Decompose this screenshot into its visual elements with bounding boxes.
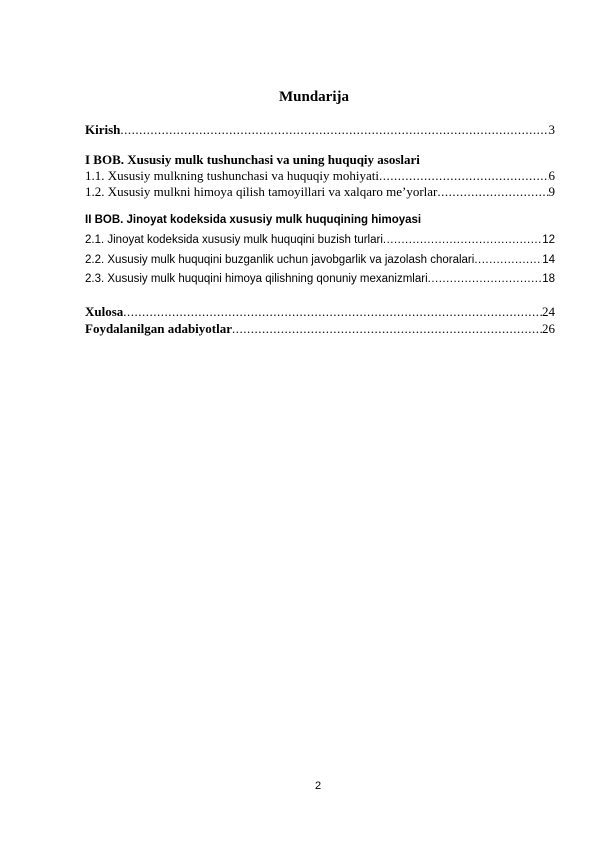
toc-leader-dots (379, 168, 549, 184)
toc-entry-conclusion[interactable] (85, 304, 555, 320)
toc-entry-2-1[interactable] (85, 234, 555, 246)
toc-leader-dots (120, 122, 548, 138)
toc-leader-dots (474, 254, 542, 266)
toc-entry-label: 1.2. Xususiy mulkni himoya qilish tamoyillari va xalqaro me’yorlar (85, 184, 438, 199)
toc-entry-label: 1.1. Xususiy mulkning tushunchasi va huquqiy mohiyati (85, 168, 379, 183)
toc-entry-page: 26 (542, 321, 555, 336)
toc-entry-label: Kirish (85, 122, 121, 137)
toc-entry-2-3[interactable] (85, 273, 555, 285)
toc-entry-references[interactable] (85, 321, 555, 337)
toc-entry-2-2[interactable] (85, 254, 555, 266)
toc-entry-1-2[interactable] (85, 184, 555, 200)
toc-leader-dots (232, 321, 542, 337)
toc-entry-page: 14 (542, 254, 555, 266)
toc-leader-dots (437, 184, 548, 200)
toc-entry-intro[interactable] (85, 122, 555, 138)
page-number: 2 (314, 780, 322, 792)
toc-entry-page: 18 (542, 273, 555, 285)
chapter-1-heading: I BOB. Xususiy mulk tushunchasi va uning huquqiy asoslari (85, 152, 420, 167)
toc-entry-label: 2.1. Jinoyat kodeksida xususiy mulk huquqini buzish turlari (85, 234, 383, 246)
chapter-2-heading: II BOB. Jinoyat kodeksida xususiy mulk huquqining himoyasi (85, 214, 422, 226)
toc-leader-dots (383, 234, 542, 246)
toc-entry-label: Xulosa (85, 304, 124, 319)
toc-entry-page: 9 (548, 184, 555, 199)
toc-entry-page: 3 (548, 122, 555, 137)
toc-entry-label: Foydalanilgan adabiyotlar (85, 321, 232, 336)
toc-entry-page: 6 (548, 168, 555, 183)
toc-leader-dots (428, 273, 543, 285)
toc-entry-label: 2.2. Xususiy mulk huquqini buzganlik uchun javobgarlik va jazolash choralari (85, 254, 475, 266)
page-title: Mundarija (278, 89, 349, 105)
toc-leader-dots (123, 304, 542, 320)
toc-entry-label: 2.3. Xususiy mulk huquqini himoya qilishning qonuniy mexanizmlari (85, 273, 428, 285)
toc-entry-page: 12 (542, 234, 555, 246)
toc-entry-1-1[interactable] (85, 168, 555, 184)
toc-entry-page: 24 (542, 304, 555, 319)
